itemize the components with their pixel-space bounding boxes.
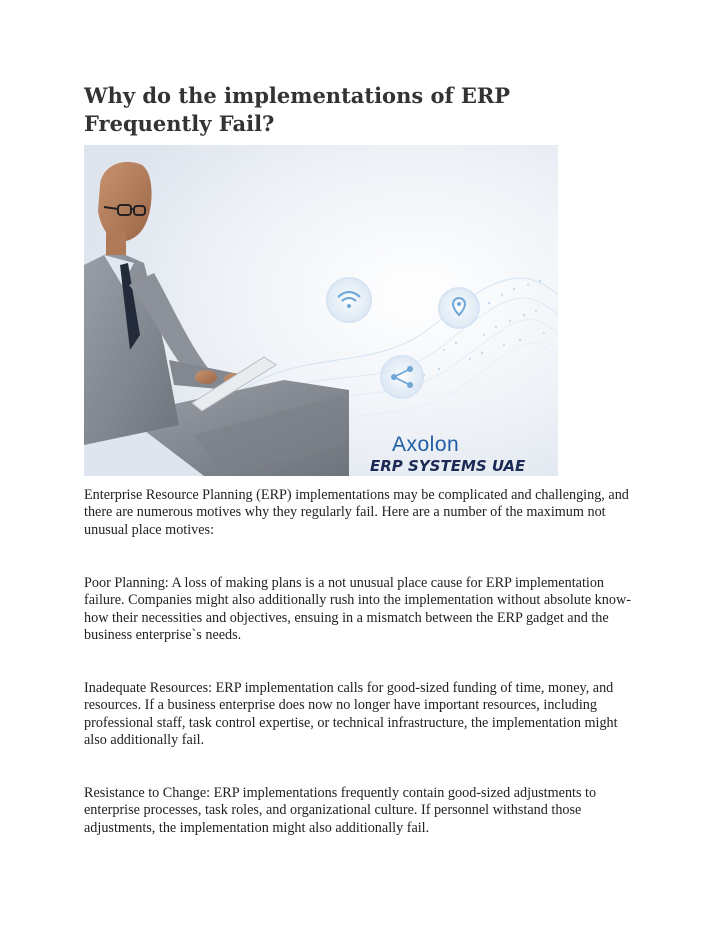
hero-image <box>84 145 558 476</box>
share-icon <box>381 356 423 398</box>
inadequate-resources-paragraph: Inadequate Resources: ERP implementation calls for good-sized funding of time, money, and resources. If a business enterprise does now no longer have important resources, including professional staff, task control expertise, or technical infrastructure, the implementation might also additionally fail. <box>84 680 618 749</box>
intro-paragraph: Enterprise Resource Planning (ERP) implementations may be complicated and challenging, and there are numerous motives why they regularly fail. Here are a number of the maximum not unusual place motives: <box>84 487 629 538</box>
article-title: Why do the implementations of ERP Frequently Fail? <box>84 83 511 136</box>
resistance-to-change-paragraph: Resistance to Change: ERP implementations frequently contain good-sized adjustments to enterprise processes, task roles, and organizational culture. If personnel withstand those adjustments, the implementation might also additionally fail. <box>84 785 597 836</box>
brand-logo: Axolon <box>392 433 460 456</box>
location-pin-icon <box>439 288 479 328</box>
wifi-icon <box>327 278 371 322</box>
brand-tagline: ERP SYSTEMS UAE <box>370 457 526 475</box>
poor-planning-paragraph: Poor Planning: A loss of making plans is a not unusual place cause for ERP implementation failure. Companies might also additionally rush into the implementation without absolute know-how their necessities and objectives, ensuing in a mismatch between the ERP gadget and the business enterprise`s needs. <box>84 575 631 644</box>
